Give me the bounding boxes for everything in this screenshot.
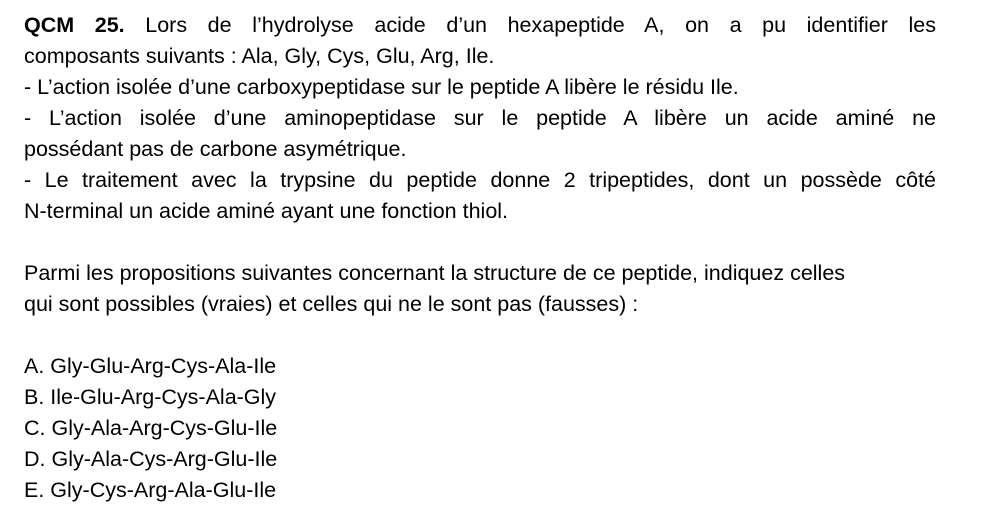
clue-trypsin-line-2: N-terminal un acide aminé ayant une fonction thiol. [24, 199, 509, 223]
question-label: QCM 25. [24, 13, 125, 37]
question-document [24, 10, 936, 506]
option-d: D. Gly-Ala-Cys-Arg-Glu-Ile [24, 447, 278, 471]
question-intro-line-1 [24, 10, 936, 41]
clue-carboxypeptidase: - L’action isolée d’une carboxypeptidase sur le peptide A libère le résidu Ile. [24, 75, 739, 99]
option-a: A. Gly-Glu-Arg-Cys-Ala-Ile [24, 354, 277, 378]
options-list [24, 351, 936, 506]
clue-trypsin-line-1: - Le traitement avec la trypsine du peptide donne 2 tripeptides, dont un possède côté [24, 168, 936, 192]
option-c: C. Gly-Ala-Arg-Cys-Glu-Ile [24, 416, 278, 440]
question-intro-text: Lors de l’hydrolyse acide d’un hexapeptide A, on a pu identifier les [145, 13, 936, 37]
spacer [24, 320, 936, 351]
option-e: E. Gly-Cys-Arg-Ala-Glu-Ile [24, 478, 277, 502]
clue-aminopeptidase-line-2: possédant pas de carbone asymétrique. [24, 137, 407, 161]
spacer [24, 227, 936, 258]
prompt-line-2: qui sont possibles (vraies) et celles qui ne le sont pas (fausses) : [24, 292, 639, 316]
question-intro-line-2: composants suivants : Ala, Gly, Cys, Glu, Arg, Ile. [24, 44, 495, 68]
clue-aminopeptidase-line-1: - L’action isolée d’une aminopeptidase sur le peptide A libère un acide aminé ne [24, 106, 936, 130]
prompt-line-1: Parmi les propositions suivantes concernant la structure de ce peptide, indiquez celles [24, 261, 846, 285]
option-b: B. Ile-Glu-Arg-Cys-Ala-Gly [24, 385, 277, 409]
